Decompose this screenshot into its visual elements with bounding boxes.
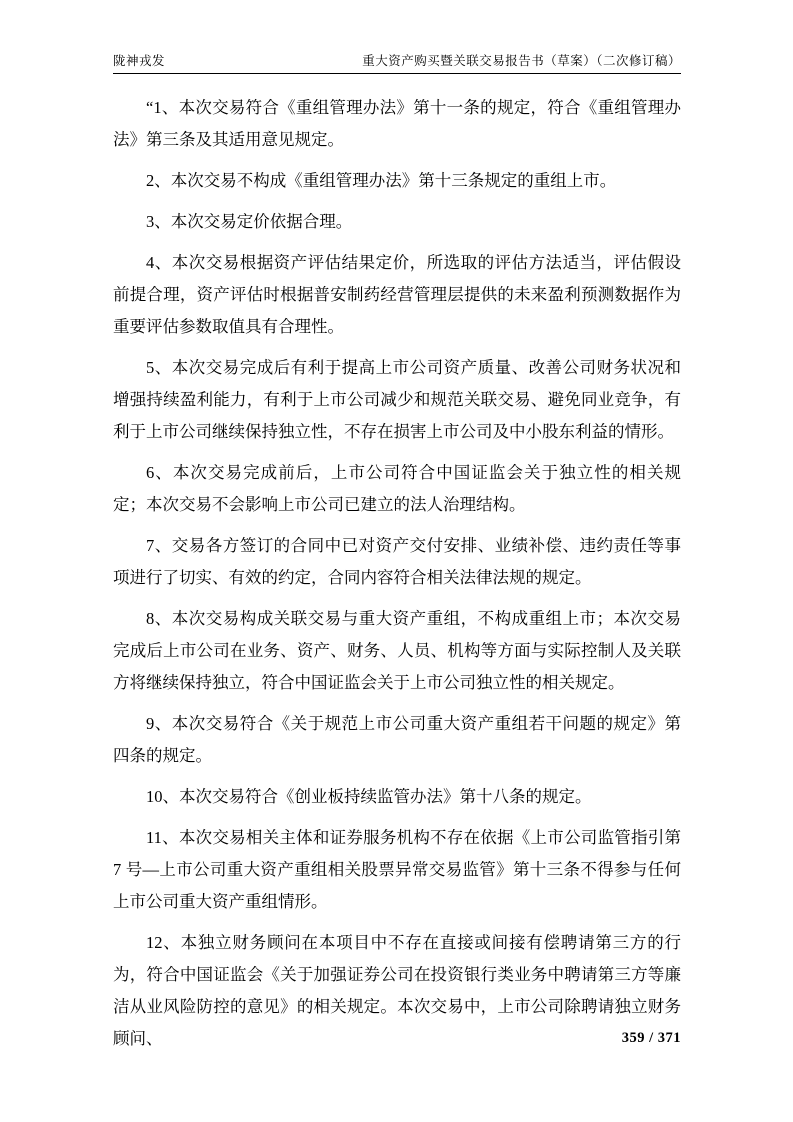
paragraph-4: 4、本次交易根据资产评估结果定价，所选取的评估方法适当，评估假设前提合理，资产评估时根据普安制药经营管理层提供的未来盈利预测数据作为重要评估参数取值具有合理性。 <box>113 253 681 336</box>
paragraph-7: 7、交易各方签订的合同中已对资产交付安排、业绩补偿、违约责任等事项进行了切实、有效的约定，合同内容符合相关法律法规的规定。 <box>113 536 681 587</box>
page-number: 359 / 371 <box>621 1030 681 1046</box>
paragraph-10: 10、本次交易符合《创业板持续监管办法》第十八条的规定。 <box>146 787 592 806</box>
paragraph-6: 6、本次交易完成前后，上市公司符合中国证监会关于独立性的相关规定；本次交易不会影响上市公司已建立的法人治理结构。 <box>113 463 681 514</box>
paragraph-12: 12、本独立财务顾问在本项目中不存在直接或间接有偿聘请第三方的行为，符合中国证监会《关于加强证券公司在投资银行类业务中聘请第三方等廉洁从业风险防控的意见》的相关规定。本次交易中，上市公司除聘请独立财务顾问、 <box>113 933 681 1048</box>
page-footer <box>113 1030 681 1047</box>
page-header <box>113 51 681 69</box>
paragraph-2: 2、本次交易不构成《重组管理办法》第十三条规定的重组上市。 <box>146 171 617 190</box>
paragraph-11: 11、本次交易相关主体和证券服务机构不存在依据《上市公司监管指引第 7 号—上市公司重大资产重组相关股票异常交易监管》第十三条不得参与任何上市公司重大资产重组情形。 <box>113 828 681 911</box>
paragraph-1: “1、本次交易符合《重组管理办法》第十一条的规定，符合《重组管理办法》第三条及其适用意见规定。 <box>113 98 681 149</box>
paragraph-9: 9、本次交易符合《关于规范上市公司重大资产重组若干问题的规定》第四条的规定。 <box>113 714 681 765</box>
header-company-name: 陇神戎发 <box>113 54 166 68</box>
paragraph-8: 8、本次交易构成关联交易与重大资产重组，不构成重组上市；本次交易完成后上市公司在业务、资产、财务、人员、机构等方面与实际控制人及关联方将继续保持独立，符合中国证监会关于上市公司独立性的相关规定。 <box>113 609 681 692</box>
paragraph-3: 3、本次交易定价依据合理。 <box>146 212 353 231</box>
header-divider <box>113 73 681 74</box>
paragraph-5: 5、本次交易完成后有利于提高上市公司资产质量、改善公司财务状况和增强持续盈利能力，有利于上市公司减少和规范关联交易、避免同业竞争，有利于上市公司继续保持独立性，不存在损害上市公司及中小股东利益的情形。 <box>113 358 681 441</box>
document-body <box>113 92 681 1064</box>
header-document-title: 重大资产购买暨关联交易报告书（草案）（二次修订稿） <box>362 54 681 68</box>
